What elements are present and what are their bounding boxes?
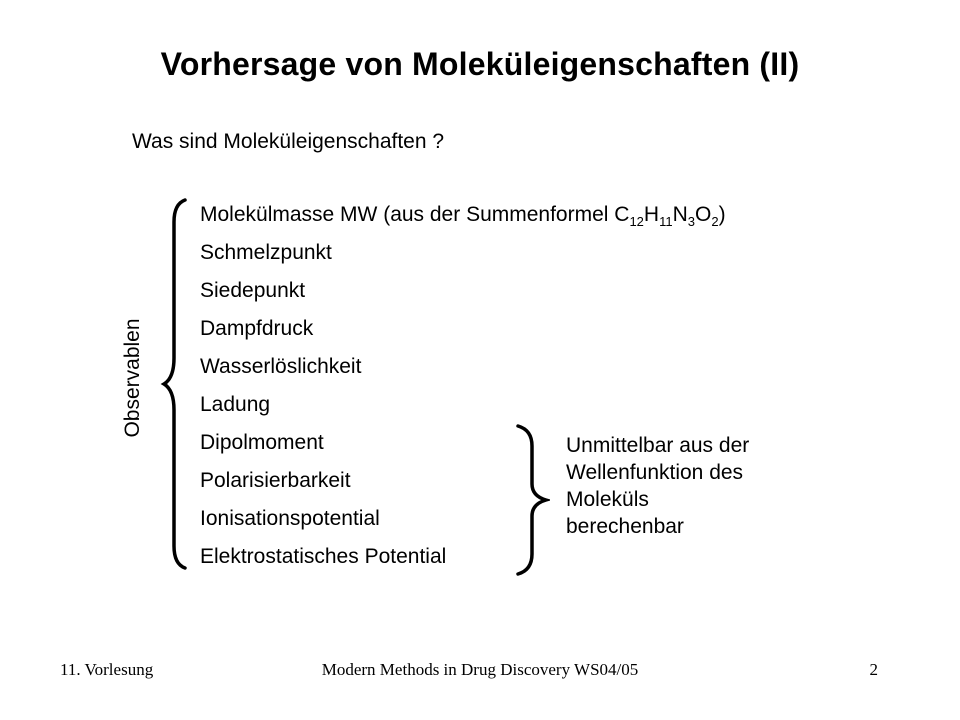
list-item: Ionisationspotential (200, 507, 380, 530)
footer-course-title: Modern Methods in Drug Discovery WS04/05 (321, 660, 639, 679)
wavefunction-brace (514, 424, 550, 576)
list-item: Dampfdruck (200, 317, 314, 340)
list-item: Wasserlöslichkeit (200, 355, 362, 378)
slide-title: Vorhersage von Moleküleigenschaften (II) (160, 46, 800, 82)
list-item: Polarisierbarkeit (200, 469, 351, 492)
note-line: Unmittelbar aus der (566, 434, 750, 457)
list-item: Dipolmoment (200, 431, 324, 454)
formula-h: H (643, 203, 660, 226)
formula-c-subscript: 12 (629, 214, 644, 229)
formula-o-subscript: 2 (711, 214, 719, 229)
formula-prefix: Molekülmasse MW (aus der Summenformel C (200, 203, 630, 226)
formula-o: O (695, 203, 712, 226)
list-item: Ladung (200, 393, 271, 416)
formula-h-subscript: 11 (659, 214, 673, 229)
observables-brace (160, 198, 190, 570)
footer-page-number: 2 (869, 660, 878, 679)
note-line: Wellenfunktion des (566, 461, 744, 484)
list-item: Schmelzpunkt (200, 241, 332, 264)
formula-n-subscript: 3 (687, 214, 695, 229)
question-text: Was sind Moleküleigenschaften ? (132, 130, 445, 153)
wavefunction-note (566, 432, 826, 540)
list-item-molecular-mass (200, 196, 726, 234)
formula-n: N (672, 203, 688, 226)
footer-lecture-number: 11. Vorlesung (60, 660, 154, 679)
list-item: Elektrostatisches Potential (200, 545, 447, 568)
note-line: berechenbar (566, 515, 684, 538)
observables-label: Observablen (121, 318, 144, 438)
list-item: Siedepunkt (200, 279, 306, 302)
formula-suffix: ) (718, 203, 726, 226)
note-line: Moleküls (566, 488, 649, 511)
